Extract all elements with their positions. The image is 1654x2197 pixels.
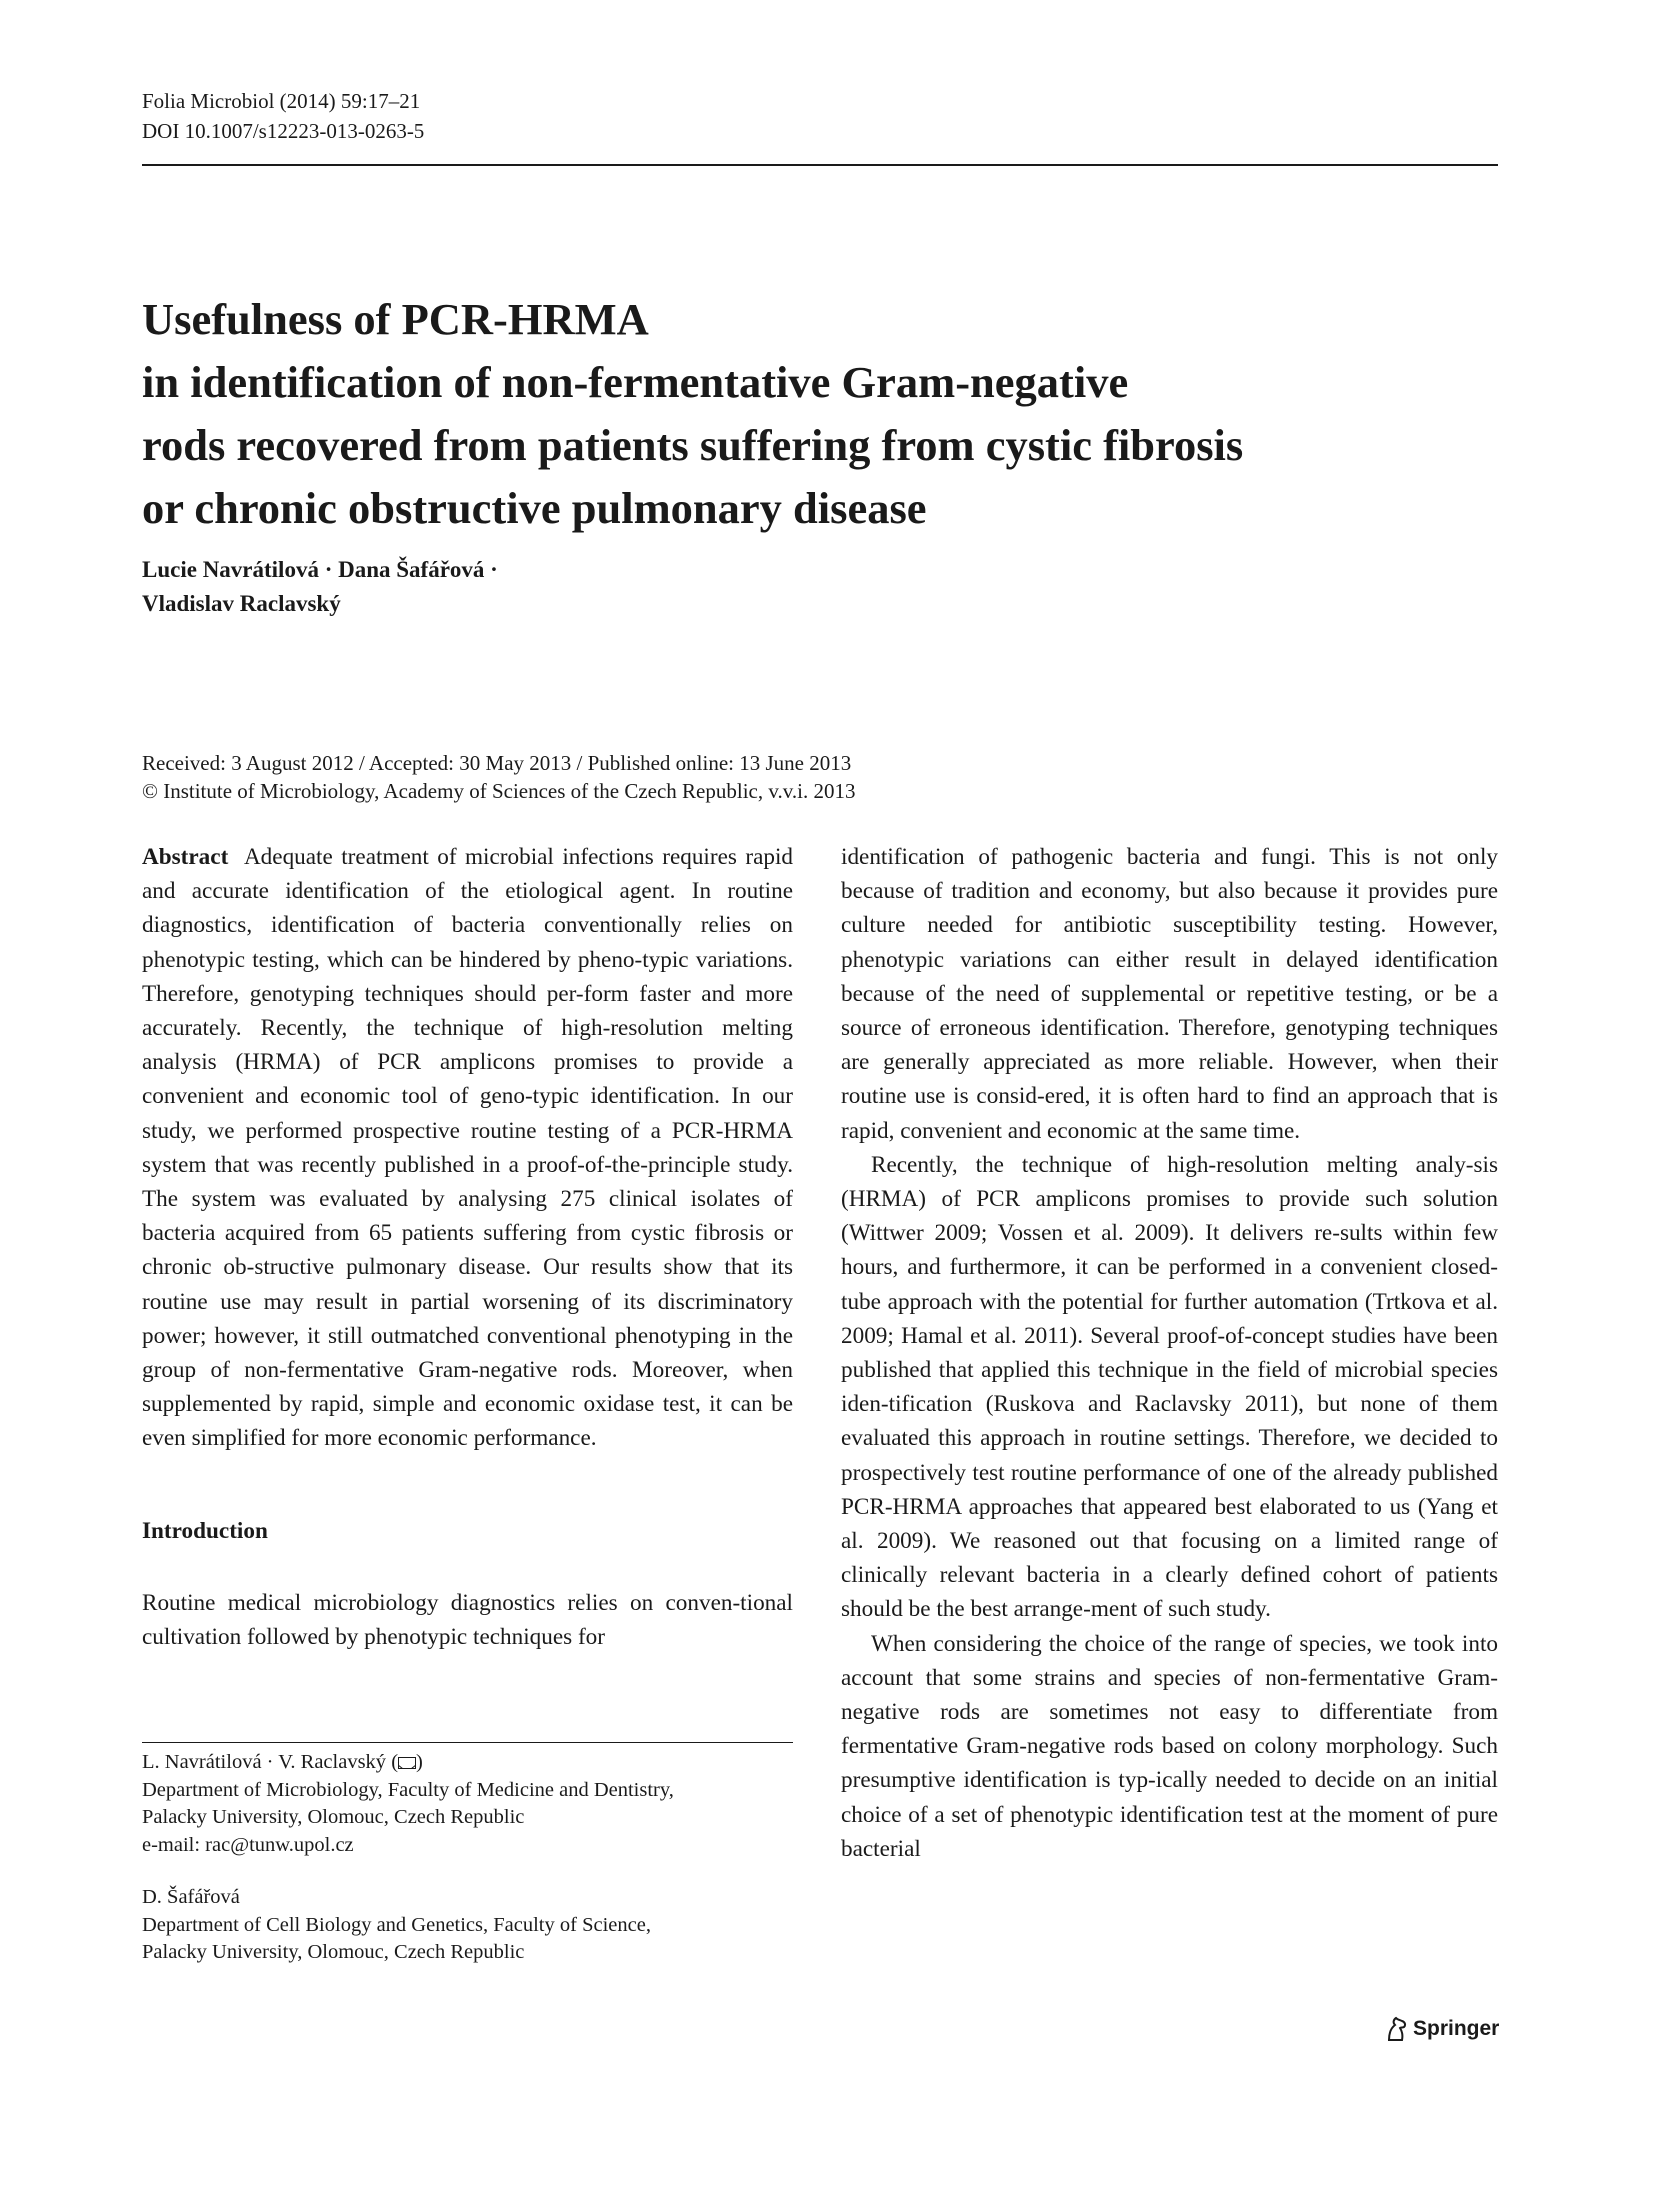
title-line: rods recovered from patients suffering from cystic fibrosis [142,420,1244,470]
affiliation-dept: Department of Microbiology, Faculty of Medicine and Dentistry, [142,1778,674,1801]
abstract-label: Abstract [142,844,229,870]
left-column [142,840,793,1654]
journal-citation: Folia Microbiol (2014) 59:17–21 [142,89,421,113]
title-line: Usefulness of PCR-HRMA [142,294,649,344]
article-title [142,288,1442,540]
journal-header [142,86,424,146]
right-column [841,840,1498,1866]
affiliation-univ: Palacky University, Olomouc, Czech Republic [142,1806,525,1828]
intro-paragraph: When considering the choice of the range of species, we took into account that some strains and species of non-fermentative Gram-negative rods are sometimes not easy to differentiate from fermentative Gram-negative rods based on colony morphology. Such presumptive identification is typ-ically needed to decide on an initial choice of a set of phenotypic identification test at the moment of pure bacterial [841,1630,1498,1862]
abstract [142,840,793,1456]
journal-doi: DOI 10.1007/s12223-013-0263-5 [142,119,425,143]
envelope-icon [398,1757,416,1769]
affiliation-dept: Department of Cell Biology and Genetics, Faculty of Science, [142,1913,651,1936]
publisher-logo [1385,2016,1499,2042]
affiliations [142,1749,793,1967]
title-line: in identification of non-fermentative Gram-negative [142,357,1129,407]
authors-line: Vladislav Raclavský [142,591,341,616]
author-list [142,553,498,621]
copyright-line: © Institute of Microbiology, Academy of Sciences of the Czech Republic, v.v.i. 2013 [142,779,856,803]
publication-history [142,749,855,805]
affiliation-univ: Palacky University, Olomouc, Czech Republic [142,1941,525,1963]
intro-paragraph: Recently, the technique of high-resolution melting analy-sis (HRMA) of PCR amplicons promises to provide such solution (Wittwer 2009; Vossen et al. 2009). It delivers re-sults within few hours, and furthermore, it can be performed in a convenient closed-tube approach with the potential for further automation (Trtkova et al. 2009; Hamal et al. 2011). Several proof-of-concept studies have been published that applied this technique in the field of microbial species iden-tification (Ruskova and Raclavsky 2011), but none of them evaluated this approach in routine settings. Therefore, we decided to prospectively test routine performance of one of the already published PCR-HRMA approaches that appeared best elaborated to us (Yang et al. 2009). We reasoned out that focusing on a limited range of clinically relevant bacteria in a clearly defined cohort of patients should be the best arrange-ment of such study. [841,1151,1498,1623]
intro-paragraph-continued: identification of pathogenic bacteria and fungi. This is not only because of tradition and economy, but also because it provides pure culture needed for antibiotic susceptibility testing. However, phenotypic variations can either result in delayed identification because of the need of supplemental or repetitive testing, or be a source of erroneous identification. Therefore, genotyping techniques are generally appreciated as more reliable. However, when their routine use is consid-ered, it is often hard to find an approach that is rapid, convenient and economic at the same time. [841,844,1498,1144]
affiliation-names: L. Navrátilová · V. Raclavský [142,1751,387,1773]
authors-line: Lucie Navrátilová · Dana Šafářová · [142,557,498,582]
publisher-name: Springer [1413,2017,1500,2040]
affiliation-rule [142,1742,793,1743]
section-heading-introduction: Introduction [142,1517,268,1544]
affiliation-email[interactable]: e-mail: rac@tunw.upol.cz [142,1833,354,1856]
header-rule [142,164,1498,166]
intro-paragraph: Routine medical microbiology diagnostics relies on conven-tional cultivation followed by phenotypic techniques for [142,1589,793,1651]
history-dates: Received: 3 August 2012 / Accepted: 30 May 2013 / Published online: 13 June 2013 [142,751,852,775]
abstract-text: Adequate treatment of microbial infections requires rapid and accurate identification of the etiological agent. In routine diagnostics, identification of bacteria conventionally relies on phenotypic testing, which can be hindered by pheno-typic variations. Therefore, genotyping techniques should per-form faster and more accurately. Recently, the technique of high-resolution melting analysis (HRMA) of PCR amplicons promises to provide a convenient and economic tool of geno-typic identification. In our study, we performed prospective routine testing of a PCR-HRMA system that was recently published in a proof-of-the-principle study. The system was evaluated by analysing 275 clinical isolates of bacteria acquired from 65 patients suffering from cystic fibrosis or chronic ob-structive pulmonary disease. Our results show that its routine use may result in partial worsening of its discriminatory power; however, it still outmatched conventional phenotyping in the group of non-fermentative Gram-negative rods. Moreover, when supplemented by rapid, simple and economic oxidase test, it can be even simplified for more economic performance. [142,844,793,1452]
title-line: or chronic obstructive pulmonary disease [142,483,927,533]
springer-horse-icon [1385,2016,1409,2042]
affiliation-authors: L. Navrátilová · V. Raclavský ( ) [142,1751,423,1773]
affiliation-name: D. Šafářová [142,1886,240,1908]
